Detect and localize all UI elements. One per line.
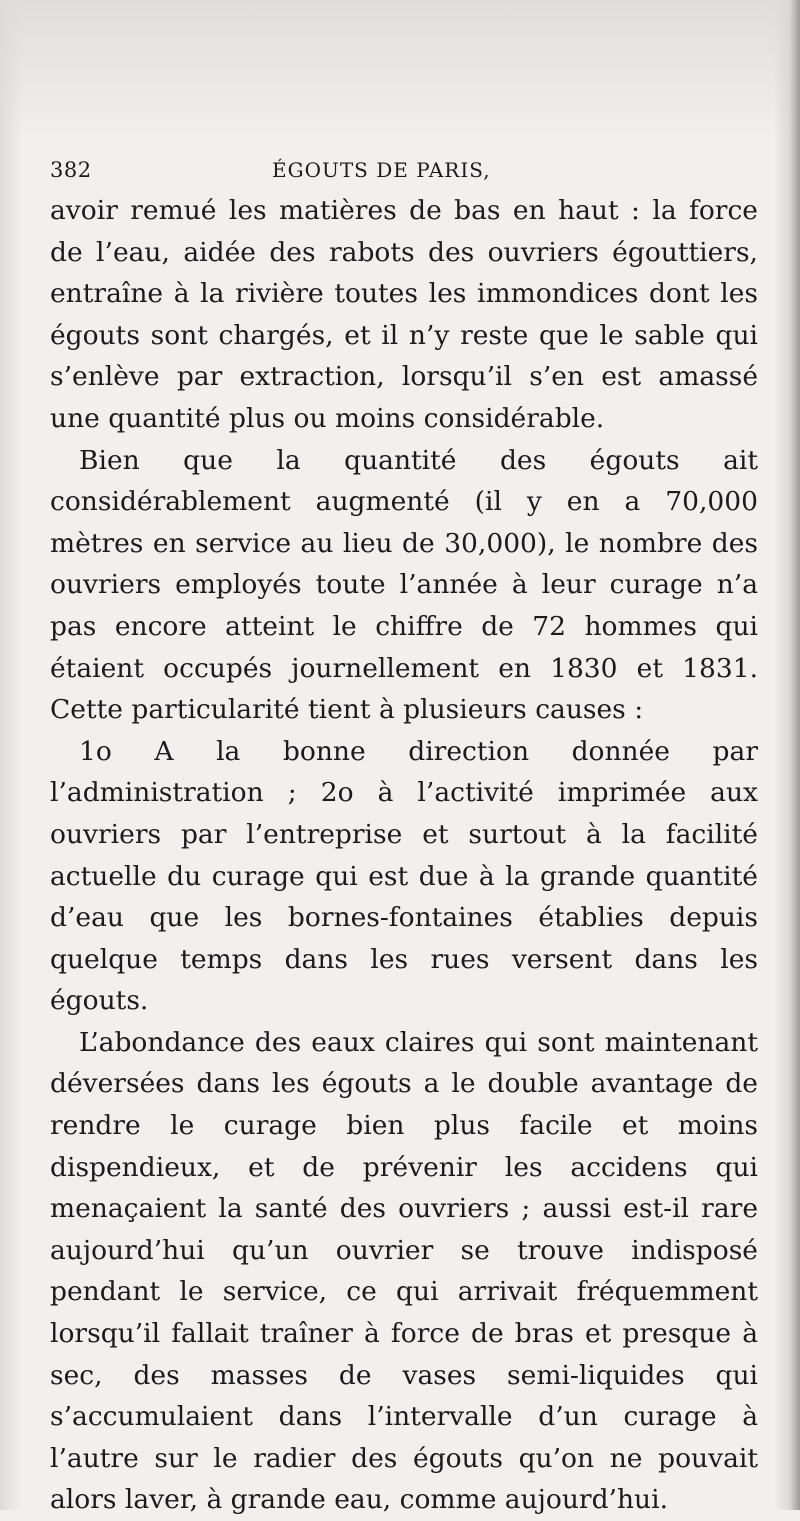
paragraph-continuation: avoir remué les matières de bas en haut : la force de l’eau, aidée des rabots des ouvriers égouttiers, entraîne à la rivière toutes les immondices dont les égouts sont chargés, et il n’y reste que le sable qui s’enlève par extraction, lorsqu’il s’en est amassé une quantité plus ou moins considérable. — [50, 195, 758, 434]
body-text — [50, 190, 758, 1521]
page-number: 382 — [50, 158, 92, 182]
scan-shadow-left — [0, 0, 22, 1510]
running-head — [50, 150, 758, 190]
paragraph-causes: 1o A la bonne direction donnée par l’administration ; 2o à l’activité imprimée aux ouvriers par l’entreprise et surtout à la facilité actuelle du curage qui est due à la grande quantité d’eau que les bornes-fontaines établies depuis quelque temps dans les rues versent dans les égouts. — [50, 735, 758, 1017]
scan-shadow-top — [0, 0, 800, 140]
paragraph-quantity-of-sewers: Bien que la quantité des égouts ait considérablement augmenté (il y en a 70,000 mètres en service au lieu de 30,000), le nombre des ouvriers employés toute l’année à leur curage n’a pas encore atteint le chiffre de 72 hommes qui étaient occupés journellement en 1830 et 1831. Cette particularité tient à plusieurs causes : — [50, 444, 758, 726]
book-page — [50, 150, 758, 1521]
running-title: ÉGOUTS DE PARIS, — [272, 158, 491, 182]
paragraph-clear-water: L’abondance des eaux claires qui sont maintenant déversées dans les égouts a le double avantage de rendre le curage bien plus facile et moins dispendieux, et de prévenir les accidens qui menaçaient la santé des ouvriers ; aussi est-il rare aujourd’hui qu’un ouvrier se trouve indisposé pendant le service, ce qui arrivait fréquemment lorsqu’il fallait traîner à force de bras et presque à sec, des masses de vases semi-liquides qui s’accumulaient dans l’intervalle d’un curage à l’autre sur le radier des égouts qu’on ne pouvait alors laver, à grande eau, comme aujourd’hui. — [50, 1026, 758, 1516]
scan-shadow-right — [774, 0, 800, 1510]
